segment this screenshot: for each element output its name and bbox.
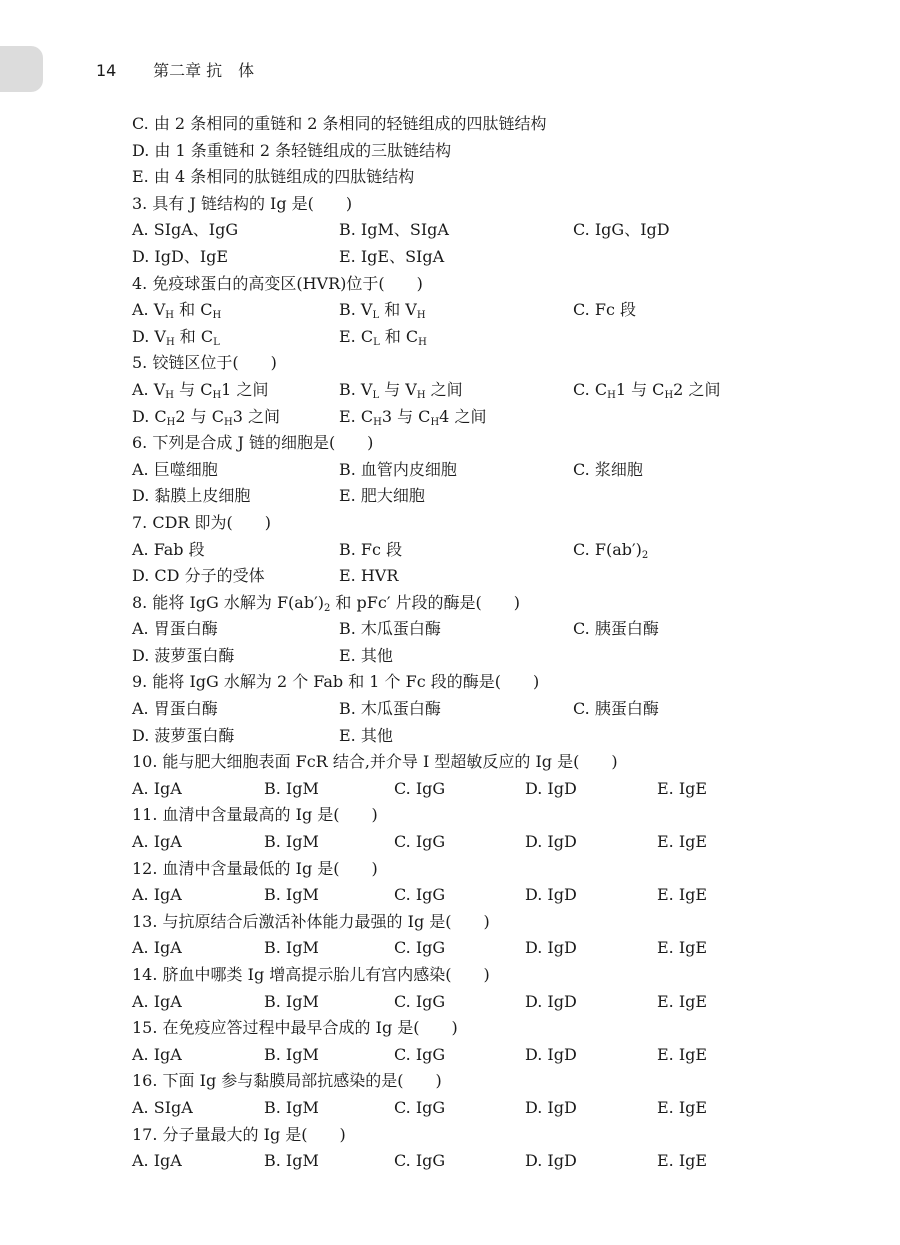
answer-option: A. SIgA、IgG [132, 220, 239, 240]
question-stem: 13. 与抗原结合后激活补体能力最强的 Ig 是( ) [132, 911, 490, 931]
question-stem: 16. 下面 Ig 参与黏膜局部抗感染的是( ) [132, 1071, 442, 1091]
answer-option: C. IgG、IgD [573, 220, 670, 240]
answer-option: C. $C_H1$ 与 $C_H2$ 之间 [573, 379, 721, 401]
answer-option: C. IgG [394, 1151, 446, 1171]
answer-option: B. IgM [264, 1044, 319, 1064]
answer-option: E. IgE、SIgA [339, 246, 445, 266]
answer-option: D. $C_H2$ 与 $C_H3$ 之间 [132, 406, 281, 428]
answer-option: D. IgD [525, 1097, 577, 1117]
option-row [132, 483, 852, 510]
option-row [132, 643, 852, 670]
answer-option: E. 肥大细胞 [339, 486, 425, 506]
answer-option: B. 木瓜蛋白酶 [339, 619, 441, 639]
option-row [132, 776, 852, 803]
answer-option: C. 浆细胞 [573, 459, 643, 479]
answer-option: C. IgG [394, 832, 446, 852]
answer-option: D. IgD [525, 832, 577, 852]
answer-option: D. 黏膜上皮细胞 [132, 486, 251, 506]
option-row [132, 244, 852, 271]
answer-option: E. IgE [657, 778, 708, 798]
answer-option: B. 血管内皮细胞 [339, 459, 457, 479]
answer-option: C. IgG [394, 778, 446, 798]
answer-option: E. IgE [657, 1151, 708, 1171]
answer-option: A. $V_H$ 与 $C_H1$ 之间 [132, 379, 269, 401]
question-stem: 9. 能将 IgG 水解为 2 个 Fab 和 1 个 Fc 段的酶是( ) [132, 672, 540, 692]
option-row [132, 297, 852, 324]
answer-option: A. Fab 段 [132, 539, 205, 559]
question-stem: 5. 铰链区位于( ) [132, 353, 277, 373]
answer-option: B. $V_L$ 与 $V_H$ 之间 [339, 379, 463, 401]
answer-option: C. IgG [394, 885, 446, 905]
answer-option: D. CD 分子的受体 [132, 566, 265, 586]
question-stem: 8. 能将 IgG 水解为 $F(ab')_2$ 和 pFc′ 片段的酶是( ) [132, 592, 521, 614]
answer-option: C. IgG [394, 1097, 446, 1117]
option-row [132, 537, 852, 564]
answer-option: E. IgE [657, 832, 708, 852]
option-line: C. 由 2 条相同的重链和 2 条相同的轻链组成的四肽链结构 [132, 114, 547, 133]
answer-option: C. IgG [394, 938, 446, 958]
answer-option: C. Fc 段 [573, 300, 636, 320]
answer-option: C. IgG [394, 1044, 446, 1064]
answer-option: D. 菠萝蛋白酶 [132, 725, 235, 745]
answer-option: D. IgD [525, 778, 577, 798]
answer-option: E. 其他 [339, 645, 393, 665]
question-stem: 7. CDR 即为( ) [132, 512, 272, 532]
answer-option: B. 木瓜蛋白酶 [339, 699, 441, 719]
answer-option: E. IgE [657, 1044, 708, 1064]
option-row [132, 404, 852, 431]
question-stem: 3. 具有 J 链结构的 Ig 是( ) [132, 193, 353, 213]
question-stem: 10. 能与肥大细胞表面 FcR 结合,并介导 I 型超敏反应的 Ig 是( ) [132, 752, 618, 772]
answer-option: B. IgM、SIgA [339, 220, 449, 240]
answer-option: D. $V_H$ 和 $C_L$ [132, 326, 220, 348]
running-header [96, 58, 254, 81]
answer-option: B. $V_L$ 和 $V_H$ [339, 300, 426, 322]
answer-option: E. $C_L$ 和 $C_H$ [339, 326, 427, 348]
answer-option: B. IgM [264, 1151, 319, 1171]
chapter-title: 第二章 抗 体 [153, 61, 255, 80]
answer-option: D. IgD [525, 885, 577, 905]
option-row [132, 882, 852, 909]
question-stem: 17. 分子量最大的 Ig 是( ) [132, 1124, 346, 1144]
answer-option: B. IgM [264, 1097, 319, 1117]
answer-option: E. IgE [657, 885, 708, 905]
answer-option: A. IgA [132, 885, 182, 905]
answer-option: B. Fc 段 [339, 539, 403, 559]
option-row [132, 1148, 852, 1175]
answer-option: E. IgE [657, 938, 708, 958]
option-row [132, 217, 852, 244]
answer-option: B. IgM [264, 938, 319, 958]
question-stem: 15. 在免疫应答过程中最早合成的 Ig 是( ) [132, 1018, 458, 1038]
option-line: E. 由 4 条相同的肽链组成的四肽链结构 [132, 167, 415, 187]
answer-option: D. IgD、IgE [132, 246, 229, 266]
answer-option: C. IgG [394, 991, 446, 1011]
option-row [132, 696, 852, 723]
option-line: D. 由 1 条重链和 2 条轻链组成的三肽链结构 [132, 140, 452, 160]
option-row [132, 616, 852, 643]
option-row [132, 935, 852, 962]
question-list [132, 111, 852, 1175]
answer-option: E. 其他 [339, 725, 393, 745]
answer-option: A. IgA [132, 938, 182, 958]
page-number: 14 [96, 61, 117, 80]
option-row [132, 563, 852, 590]
answer-option: A. IgA [132, 1151, 182, 1171]
question-stem: 4. 免疫球蛋白的高变区(HVR)位于( ) [132, 273, 423, 293]
question-stem: 6. 下列是合成 J 链的细胞是( ) [132, 433, 374, 453]
option-row [132, 457, 852, 484]
answer-option: A. IgA [132, 832, 182, 852]
answer-option: A. 巨噬细胞 [132, 459, 218, 479]
answer-option: B. IgM [264, 778, 319, 798]
answer-option: A. $V_H$ 和 $C_H$ [132, 300, 222, 322]
answer-option: E. IgE [657, 1097, 708, 1117]
answer-option: A. IgA [132, 1044, 182, 1064]
page-edge-tab [0, 46, 43, 92]
option-row [132, 1095, 852, 1122]
option-row [132, 1042, 852, 1069]
answer-option: D. IgD [525, 1044, 577, 1064]
answer-option: C. 胰蛋白酶 [573, 619, 659, 639]
answer-option: D. 菠萝蛋白酶 [132, 645, 235, 665]
option-row [132, 377, 852, 404]
answer-option: A. IgA [132, 778, 182, 798]
answer-option: E. IgE [657, 991, 708, 1011]
answer-option: D. IgD [525, 991, 577, 1011]
option-row [132, 324, 852, 351]
answer-option: B. IgM [264, 991, 319, 1011]
answer-option: E. HVR [339, 566, 399, 586]
question-stem: 14. 脐血中哪类 Ig 增高提示胎儿有宫内感染( ) [132, 965, 490, 984]
option-row [132, 829, 852, 856]
answer-option: D. IgD [525, 1151, 577, 1171]
answer-option: B. IgM [264, 885, 319, 905]
answer-option: C. $F(ab')_2$ [573, 539, 649, 561]
question-stem: 11. 血清中含量最高的 Ig 是( ) [132, 805, 378, 825]
answer-option: E. $C_H3$ 与 $C_H4$ 之间 [339, 406, 487, 428]
question-stem: 12. 血清中含量最低的 Ig 是( ) [132, 858, 378, 878]
option-row [132, 989, 852, 1016]
answer-option: A. 胃蛋白酶 [132, 699, 218, 719]
option-row [132, 723, 852, 750]
answer-option: D. IgD [525, 938, 577, 958]
answer-option: C. 胰蛋白酶 [573, 699, 659, 719]
answer-option: A. IgA [132, 991, 182, 1011]
answer-option: A. SIgA [132, 1097, 193, 1117]
answer-option: B. IgM [264, 832, 319, 852]
answer-option: A. 胃蛋白酶 [132, 619, 218, 639]
